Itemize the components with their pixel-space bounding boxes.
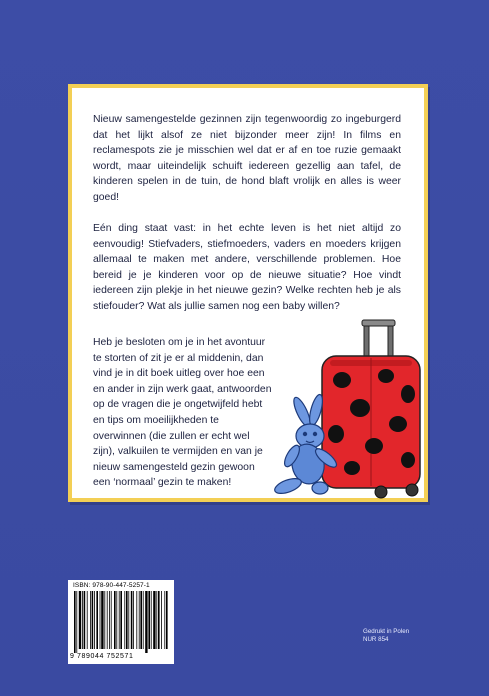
barcode-bar <box>96 591 98 649</box>
barcode-bar <box>111 591 112 649</box>
nur-code: NUR 854 <box>363 636 389 643</box>
print-note <box>363 628 409 644</box>
barcode-bar <box>120 591 122 649</box>
barcode-bar <box>128 591 129 649</box>
barcode-bar <box>161 591 162 649</box>
barcode-bar <box>136 591 137 649</box>
barcode-bar <box>126 591 128 649</box>
barcode-bar <box>90 591 91 649</box>
barcode-bar <box>148 591 150 649</box>
barcode-bar <box>94 591 95 649</box>
barcode-bar <box>87 591 88 649</box>
barcode-bar <box>107 591 108 649</box>
paragraph-questions-text: Eén ding staat vast: in het echte leven is het niet altijd zo eenvoudig! Stiefvaders, stiefmoeders, vaders en moeders krijgen allemaal te maken met andere, verschillende problemen. Hoe bereid je je kinderen voor op de nieuwe situatie? Hoe vindt iedereen zijn plekje in het nieuwe gezin? Welke rechten heb je als stiefouder? Wat als jullie samen nog een baby willen? <box>93 223 401 312</box>
paragraph-book-summary <box>93 335 273 491</box>
barcode-bar <box>74 591 76 653</box>
barcode-bar <box>82 591 83 649</box>
barcode-bar <box>92 591 94 649</box>
barcode-bar <box>133 591 134 649</box>
barcode-icon <box>72 591 170 653</box>
barcode-bar <box>139 591 140 649</box>
barcode-bar <box>145 591 147 653</box>
barcode-bar <box>116 591 117 649</box>
isbn-text: ISBN: 978-90-447-5257-1 <box>73 582 150 589</box>
barcode-bar <box>158 591 160 649</box>
barcode-bar <box>76 591 77 653</box>
barcode-bar <box>151 591 152 649</box>
barcode-digits: 9 789044 752571 <box>70 653 134 660</box>
paragraph-intro-text: Nieuw samengestelde gezinnen zijn tegenwoordig zo ingeburgerd dat het lijkt alsof ze niet bijzonder meer zijn! In films en reclamespots zie je misschien wel dat er af en toe ruzie gemaakt wordt, maar uiteindelijk schuift iedereen gezellig aan tafel, de kinderen spelen in de tuin, de hond blaft vrolijk en alles is weer goed! <box>93 114 401 203</box>
barcode-bar <box>84 591 86 649</box>
printed-in-label: Gedrukt in Polen <box>363 628 410 635</box>
barcode-bar <box>109 591 110 649</box>
barcode-bar <box>156 591 157 649</box>
barcode-bar <box>79 591 81 649</box>
paragraph-questions <box>93 221 401 315</box>
barcode-bar <box>101 591 103 649</box>
barcode-bar <box>153 591 155 649</box>
barcode-bar <box>166 591 168 649</box>
barcode-bar <box>164 591 165 649</box>
paragraph-book-summary-text: Heb je besloten om je in het avontuur te storten of zit je er al middenin, dan vind je in dit boek uitleg over hoe een en ander in zijn werk gaat, antwoorden op de vragen die je ongetwijfeld hebt en tips om moeilijkheden te overwinnen (die zullen er echt wel zijn), valkuilen te vermijden en van je nieuw samengesteld gezin gewoon een ‘normaal’ gezin te maken! <box>93 337 272 489</box>
barcode-bar <box>143 591 144 649</box>
barcode-bar <box>104 591 105 649</box>
barcode-bar <box>140 591 142 649</box>
barcode-bar <box>124 591 125 649</box>
barcode-bar <box>131 591 133 649</box>
barcode-bar <box>114 591 116 649</box>
barcode-bar <box>119 591 120 649</box>
barcode-bar <box>100 591 101 649</box>
barcode-label <box>68 580 174 664</box>
suitcase-illustration <box>268 318 428 503</box>
paragraph-intro <box>93 112 401 206</box>
